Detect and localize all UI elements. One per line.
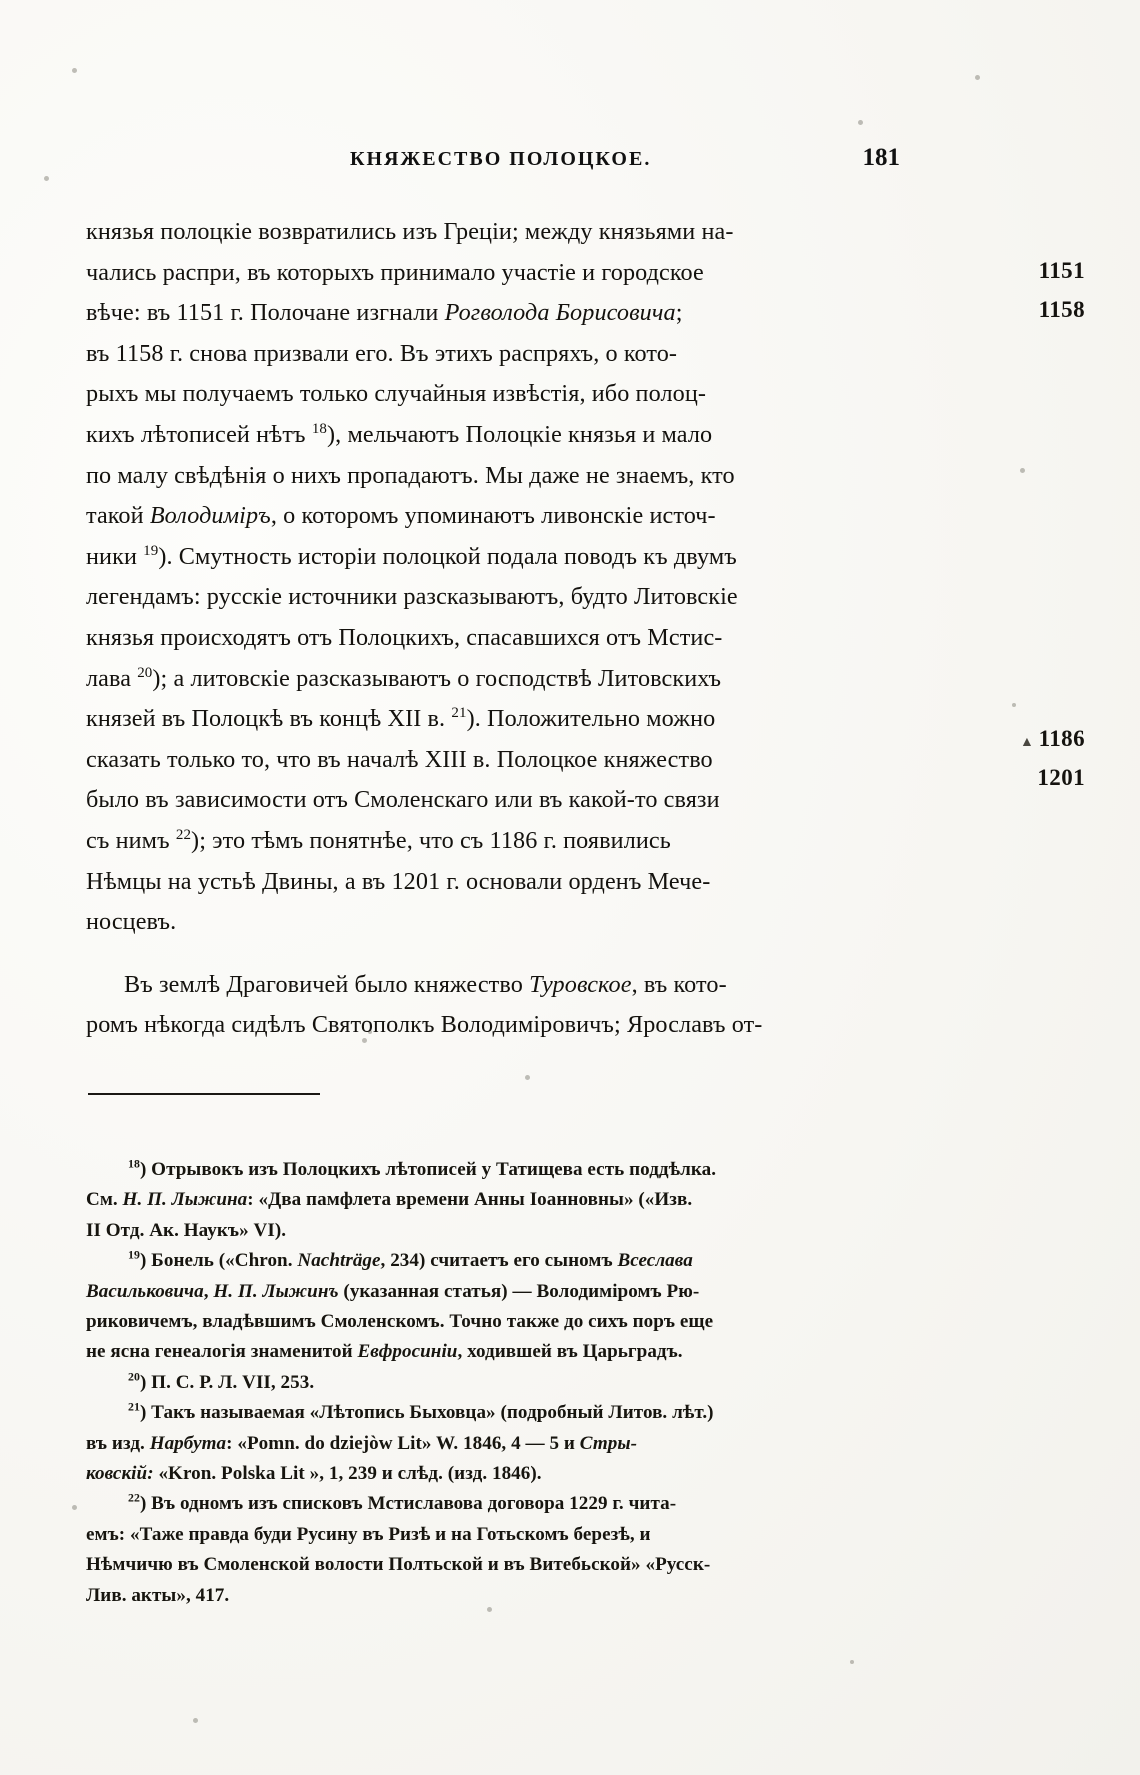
footnote-line: ковскій: «Kron. Polska Lit », 1, 239 и слѣд. (изд. 1846). [86, 1463, 542, 1485]
footnote-line: Лив. акты», 417. [86, 1584, 230, 1606]
footnote-block [86, 1155, 916, 1611]
margin-year: 1151 [1038, 258, 1085, 283]
scan-speck [72, 1505, 77, 1510]
body-line: сказать только то, что въ началѣ XIII в. Полоцкое княжество [86, 745, 713, 773]
footnote-line: $^{20}$) П. С. Р. Л. VII, 253. [128, 1369, 315, 1393]
margin-year: 1186 [1038, 726, 1085, 751]
body-line: кихъ лѣтописей нѣтъ $^{18}$), мельчаютъ Полоцкіе князья и мало [86, 420, 713, 448]
body-line: лава $^{20}$); а литовскіе разсказываютъ о господствѣ Литовскихъ [86, 664, 722, 692]
body-line: по малу свѣдѣнія о нихъ пропадаютъ. Мы даже не знаемъ, кто [86, 461, 735, 489]
footnote-line: не ясна генеалогія знаменитой Евфросиніи, ходившей въ Царьградъ. [86, 1341, 683, 1363]
body-line: легендамъ: русскіе источники разсказываютъ, будто Литовскіе [86, 583, 738, 611]
body-line: съ нимъ $^{22}$); это тѣмъ понятнѣе, что съ 1186 г. появились [86, 826, 671, 854]
scan-speck [1012, 703, 1016, 707]
footnote-line: $^{19}$) Бонель («Chron. Nachträge, 234) считаетъ его сыномъ Всеслава [128, 1247, 693, 1272]
footnote-line: риковичемъ, владѣвшимъ Смоленскомъ. Точно также до сихъ поръ еще [86, 1311, 714, 1333]
body-line: носцевъ. [86, 908, 177, 936]
body-line: Въ землѣ Драговичей было княжество Туровское, въ кото- [124, 970, 727, 998]
margin-year: 1158 [1038, 297, 1085, 322]
page-number: 181 [862, 144, 900, 171]
body-line: въ 1158 г. снова призвали его. Въ этихъ распряхъ, о кото- [86, 339, 678, 367]
footnote-line: Нѣмчичю въ Смоленской волости Полтьской и въ Витебьской» «Русск- [86, 1554, 711, 1576]
body-line: чались распри, въ которыхъ принимало участіе и городское [86, 258, 704, 286]
body-line: князья происходятъ отъ Полоцкихъ, спасавшихся отъ Мстис- [86, 623, 723, 651]
footnote-line: См. Н. П. Лыжина: «Два памфлета времени Анны Іоанновны» («Изв. [86, 1189, 693, 1211]
body-line: князей въ Полоцкѣ въ концѣ XII в. $^{21}$). Положительно можно [86, 705, 716, 733]
scan-speck [975, 75, 980, 80]
body-line: было въ зависимости отъ Смоленскаго или въ какой-то связи [86, 786, 720, 814]
body-line: такой Володиміръ, о которомъ упоминаютъ ливонскіе источ- [86, 502, 716, 530]
ink-mark: ▲ [1020, 735, 1034, 750]
margin-year: 1201 [1037, 765, 1085, 790]
scan-speck [1020, 468, 1025, 473]
scan-speck [72, 68, 77, 73]
footnote-line: $^{21}$) Такъ называемая «Лѣтопись Быховца» (подробный Литов. лѣт.) [128, 1399, 714, 1424]
footnote-line: Васильковича, Н. П. Лыжинъ (указанная статья) — Володиміромъ Рю- [86, 1280, 700, 1302]
body-line: Нѣмцы на устьѣ Двины, а въ 1201 г. основали орденъ Мече- [86, 867, 711, 895]
footnote-separator [88, 1093, 320, 1095]
page-header [90, 144, 960, 178]
running-title: КНЯЖЕСТВО ПОЛОЦКОЕ. [350, 148, 652, 170]
footnote-line: $^{22}$) Въ одномъ изъ списковъ Мстиславова договора 1229 г. чита- [128, 1491, 677, 1515]
body-line: рыхъ мы получаемъ только случайныя извѣстія, ибо полоц- [86, 380, 707, 408]
scan-speck [193, 1718, 198, 1723]
scan-speck [44, 176, 49, 181]
scan-speck [850, 1660, 854, 1664]
body-line: ромъ нѣкогда сидѣлъ Святополкъ Володиміровичъ; Ярославъ от- [86, 1011, 763, 1039]
body-line: князья полоцкіе возвратились изъ Греціи; между князьями на- [86, 218, 734, 245]
body-line: ники $^{19}$). Смутность исторіи полоцкой подала поводъ къ двумъ [86, 542, 737, 570]
footnote-line: въ изд. Нарбута: «Pomn. do dziejòw Lit» W. 1846, 4 — 5 и Стры- [86, 1432, 638, 1454]
footnote-line: емъ: «Таже правда буди Русину въ Ризѣ и на Готьскомъ березѣ, и [86, 1523, 651, 1545]
scan-speck [858, 120, 863, 125]
body-line: вѣче: въ 1151 г. Полочане изгнали Рогволода Борисовича; [86, 299, 683, 327]
footnote-line: II Отд. Ак. Наукъ» VI). [86, 1219, 287, 1241]
body-text [86, 212, 886, 1046]
footnote-line: $^{18}$) Отрывокъ изъ Полоцкихъ лѣтописей у Татищева есть поддѣлка. [128, 1156, 717, 1180]
scan-speck [525, 1075, 530, 1080]
